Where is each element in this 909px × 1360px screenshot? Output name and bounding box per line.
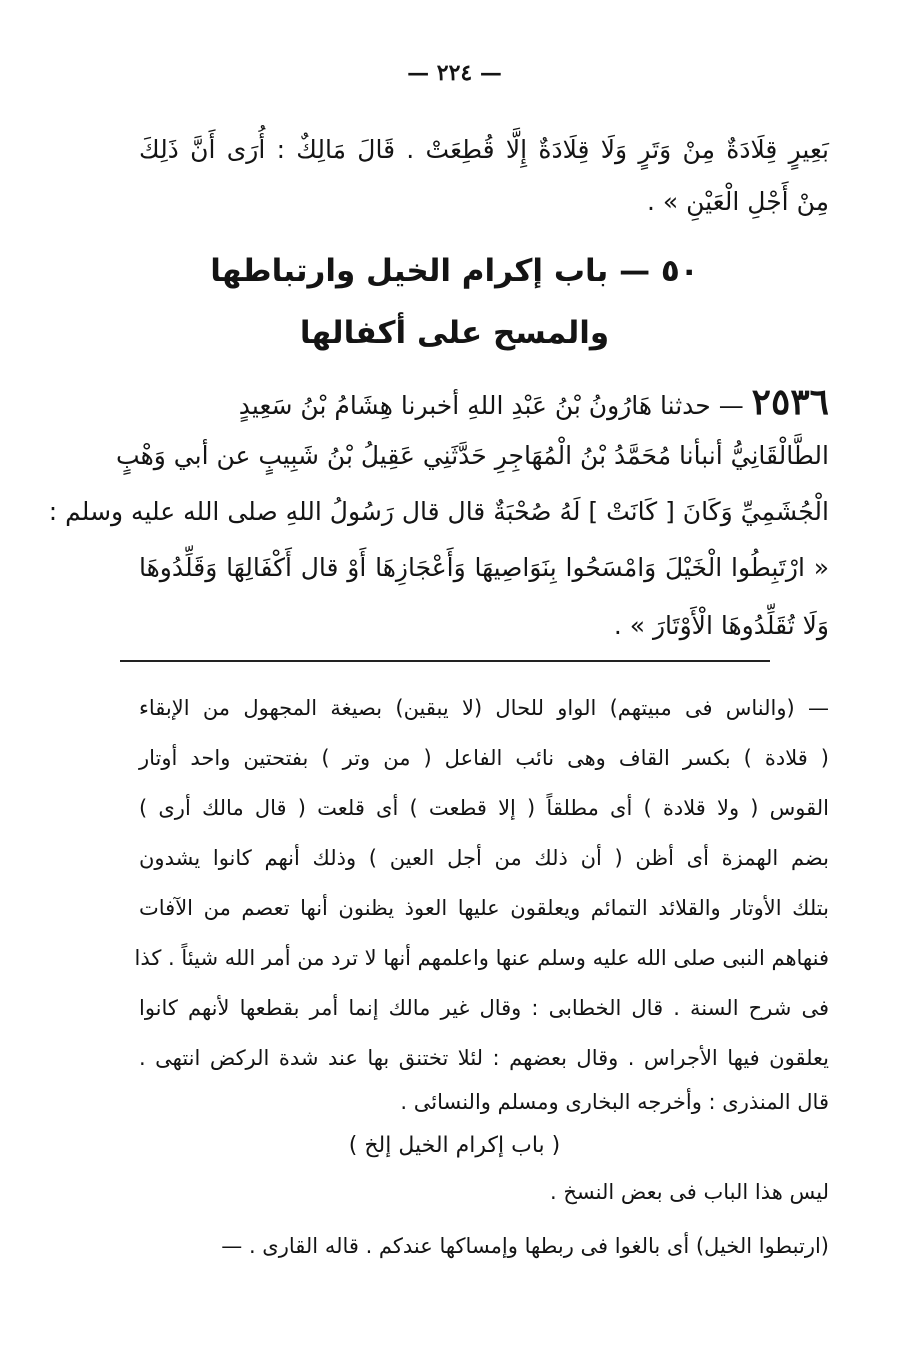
note-line: قال المنذرى : وأخرجه البخارى ومسلم والنسائى .: [400, 1090, 829, 1114]
note-line: بتلك الأوتار والقلائد التمائم ويعلقون عليها العوذ يظنون أنها تعصم من الآفات: [139, 896, 829, 920]
chapter-title: ٥٠ — باب إكرام الخيل وارتباطها: [210, 253, 699, 289]
note-line: بضم الهمزة أى أظن ( أن ذلك من أجل العين ) وذلك أنهم كانوا يشدون: [139, 846, 829, 870]
note-line: (ارتبطوا الخيل) أى بالغوا فى ربطها وإمساكها عندكم . قاله القارى . —: [221, 1234, 829, 1258]
note-line: فنهاهم النبى صلى الله عليه وسلم عنها واعلمهم أنها لا ترد من أمر الله شيئاً . كذا: [134, 946, 829, 970]
page-number: — ٢٢٤ —: [407, 60, 502, 86]
chapter-subtitle: والمسح على أكفالها: [299, 315, 610, 351]
hadith-line: [139, 380, 829, 426]
note-section-heading: ( باب إكرام الخيل إلخ ): [348, 1133, 561, 1158]
main-text-line: مِنْ أَجْلِ الْعَيْنِ » .: [647, 187, 829, 216]
note-line: ليس هذا الباب فى بعض النسخ .: [549, 1180, 829, 1204]
hadith-line: الْجُشَمِيِّ وَكَانَ [ كَانَتْ ] لَهُ صُحْبَةٌ قال قال رَسُولُ اللهِ صلى الله عليه وسلم :: [48, 497, 829, 526]
hadith-line: الطَّالْقَانِيُّ أنبأنا مُحَمَّدُ بْنُ الْمُهَاجِرِ حَدَّثَنِي عَقِيلُ بْنُ شَبِيبٍ عن أبي وَهْبٍ: [116, 441, 829, 470]
note-line: فى شرح السنة . قال الخطابى : وقال غير مالك إنما أمر بقطعها لأنهم كانوا: [139, 996, 829, 1020]
main-text-line: بَعِيرٍ قِلَادَةٌ مِنْ وَتَرٍ وَلَا قِلَادَةٌ إِلَّا قُطِعَتْ . قَالَ مَالِكٌ : أُرَى أَنَّ ذَلِكَ: [139, 135, 829, 164]
hadith-line: وَلَا تُقَلِّدُوهَا الْأَوْتَارَ » .: [613, 611, 829, 640]
note-line: ( قلادة ) بكسر القاف وهى نائب الفاعل ( من وتر ) بفتحتين واحد أوتار: [139, 746, 829, 770]
hadith-text: — حدثنا هَارُونُ بْنُ عَبْدِ اللهِ أخبرنا هِشَامُ بْنُ سَعِيدٍ: [238, 391, 744, 420]
note-line: — (والناس فى مبيتهم) الواو للحال (لا يبقين) بصيغة المجهول من الإبقاء: [139, 696, 829, 720]
hadith-number: ٢٥٣٦: [751, 381, 829, 423]
hadith-line: « ارْتَبِطُوا الْخَيْلَ وَامْسَحُوا بِنَوَاصِيهَا وَأَعْجَازِهَا أَوْ قال أَكْفَالِهَا وَقَلِّدُوهَا: [139, 553, 829, 582]
footnote-divider: [120, 660, 770, 662]
note-line: يعلقون فيها الأجراس . وقال بعضهم : لئلا تختنق بها عند شدة الركض انتهى .: [139, 1046, 829, 1070]
note-line: القوس ( ولا قلادة ) أى مطلقاً ( إلا قطعت ) أى قلعت ( قال مالك أرى ): [139, 796, 829, 820]
